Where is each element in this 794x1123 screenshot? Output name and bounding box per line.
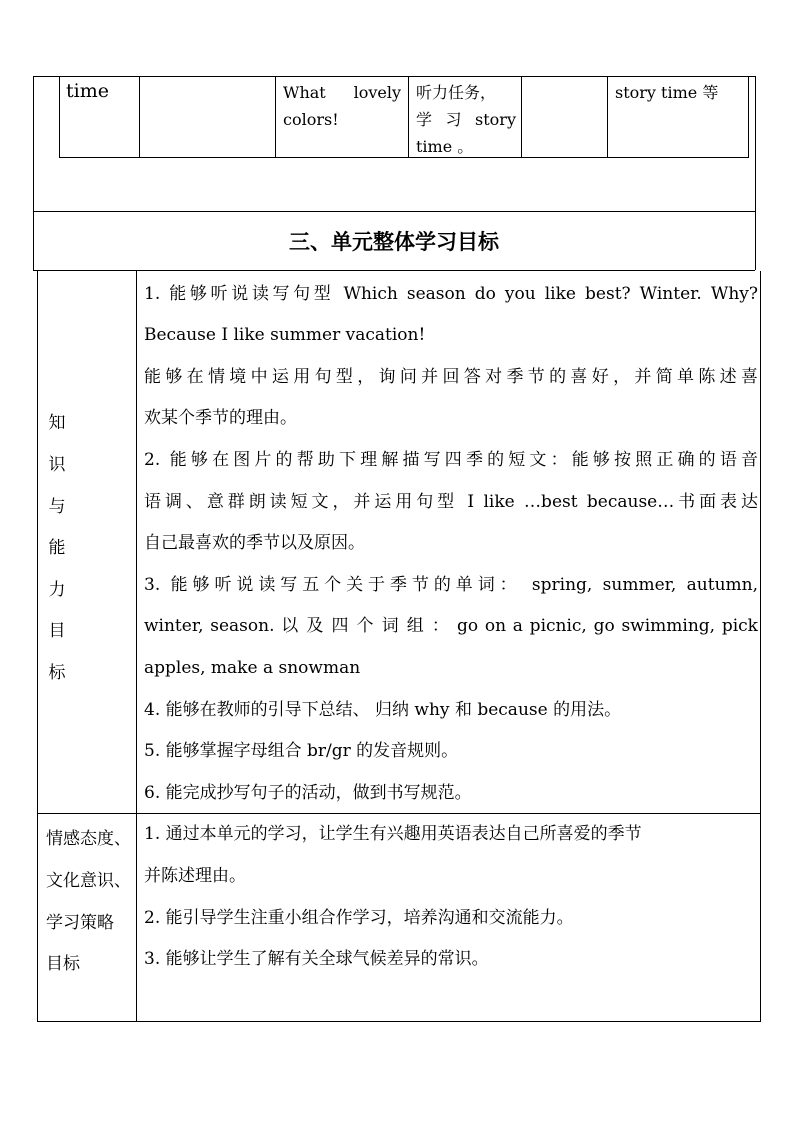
knowledge-line: 6. 能完成抄写句子的活动，做到书写规范。 [144, 783, 472, 803]
knowledge-line: 2. 能够在图片的帮助下理解描写四季的短文：能够按照正确的语音 [144, 450, 758, 470]
knowledge-line: 3. 能够听说读写五个关于季节的单词： spring, summer, autumn, [144, 575, 758, 595]
emotion-line: 并陈述理由。 [144, 866, 246, 886]
emotion-line: 1. 通过本单元的学习，让学生有兴趣用英语表达自己所喜爱的季节 [144, 824, 642, 844]
cell-phrase: What lovely colors! [283, 83, 401, 129]
knowledge-line: 自己最喜欢的季节以及原因。 [144, 533, 365, 553]
knowledge-line: 语调、意群朗读短文，并运用句型 I like …best because…书面表达 [144, 492, 758, 512]
section-title: 三、单元整体学习目标 [289, 230, 499, 254]
cell-task: 听力任务， 学 习 story time 。 [416, 83, 516, 156]
knowledge-line: Because I like summer vacation! [144, 325, 426, 345]
knowledge-line: 能够在情境中运用句型，询问并回答对季节的喜好，并简单陈述喜 [144, 367, 758, 387]
knowledge-line: 欢某个季节的理由。 [144, 408, 297, 428]
knowledge-line: apples, make a snowman [144, 658, 361, 678]
cell-story: story time 等 [615, 83, 719, 102]
emotion-line: 2. 能引导学生注重小组合作学习，培养沟通和交流能力。 [144, 908, 574, 928]
knowledge-line: winter, season. 以 及 四 个 词 组 ： go on a picnic, go swimming, pick [144, 616, 758, 636]
knowledge-line: 4. 能够在教师的引导下总结、 归纳 why 和 because 的用法。 [144, 700, 622, 720]
knowledge-line: 1. 能够听说读写句型 Which season do you like best? Winter. Why? [144, 284, 758, 304]
cell-time: time [66, 80, 109, 102]
emotion-line: 3. 能够让学生了解有关全球气候差异的常识。 [144, 949, 489, 969]
knowledge-line: 5. 能够掌握字母组合 br/gr 的发音规则。 [144, 741, 459, 761]
